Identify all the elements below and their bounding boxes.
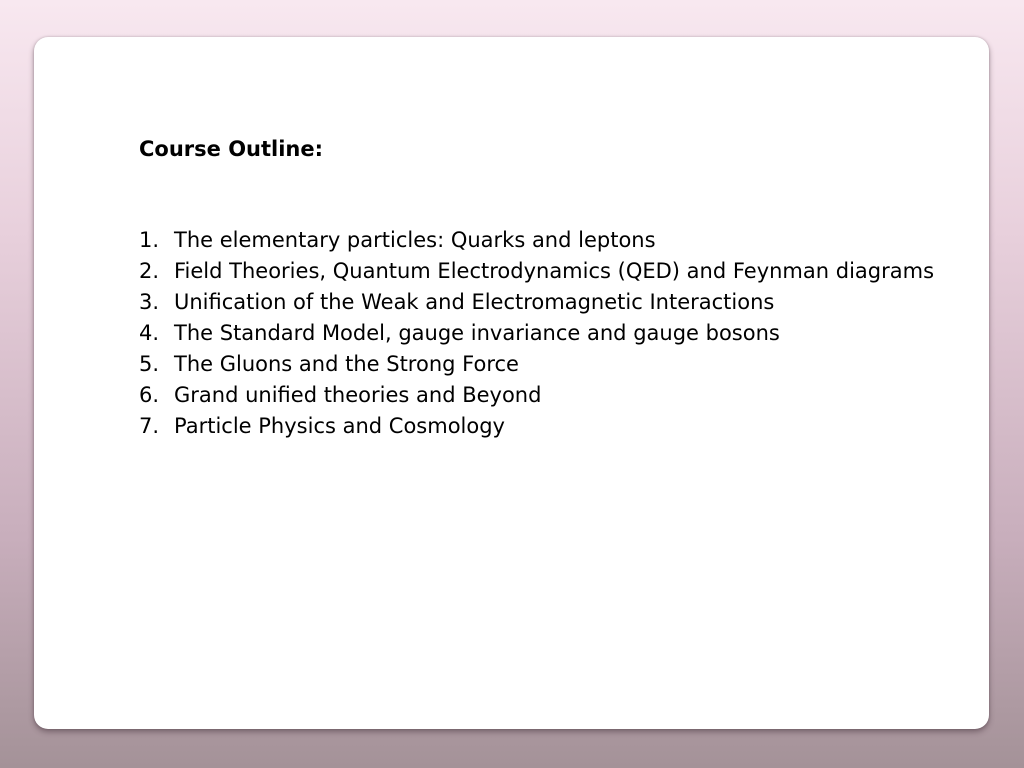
outline-item-text: Particle Physics and Cosmology: [174, 414, 505, 438]
outline-item-number: 1.: [139, 228, 160, 252]
slide-heading: Course Outline:: [139, 137, 324, 161]
outline-item-text: Field Theories, Quantum Electrodynamics (QED) and Feynman diagrams: [174, 259, 935, 283]
outline-item-number: 5.: [139, 352, 160, 376]
outline-item-text: Grand unified theories and Beyond: [174, 383, 542, 407]
course-outline-list: [139, 225, 959, 442]
outline-item-4: [139, 318, 959, 349]
outline-item-number: 2.: [139, 259, 160, 283]
outline-item-text: The Standard Model, gauge invariance and gauge bosons: [174, 321, 780, 345]
outline-item-5: [139, 349, 959, 380]
outline-item-number: 4.: [139, 321, 160, 345]
outline-item-number: 7.: [139, 414, 160, 438]
outline-item-number: 3.: [139, 290, 160, 314]
outline-item-text: The elementary particles: Quarks and leptons: [174, 228, 656, 252]
outline-item-7: [139, 411, 959, 442]
slide-content: [139, 134, 959, 442]
outline-item-6: [139, 380, 959, 411]
outline-item-text: Unification of the Weak and Electromagnetic Interactions: [174, 290, 775, 314]
outline-item-number: 6.: [139, 383, 160, 407]
outline-item-1: [139, 225, 959, 256]
outline-item-2: [139, 256, 959, 287]
slide-card: [34, 37, 989, 729]
outline-item-3: [139, 287, 959, 318]
outline-item-text: The Gluons and the Strong Force: [174, 352, 519, 376]
